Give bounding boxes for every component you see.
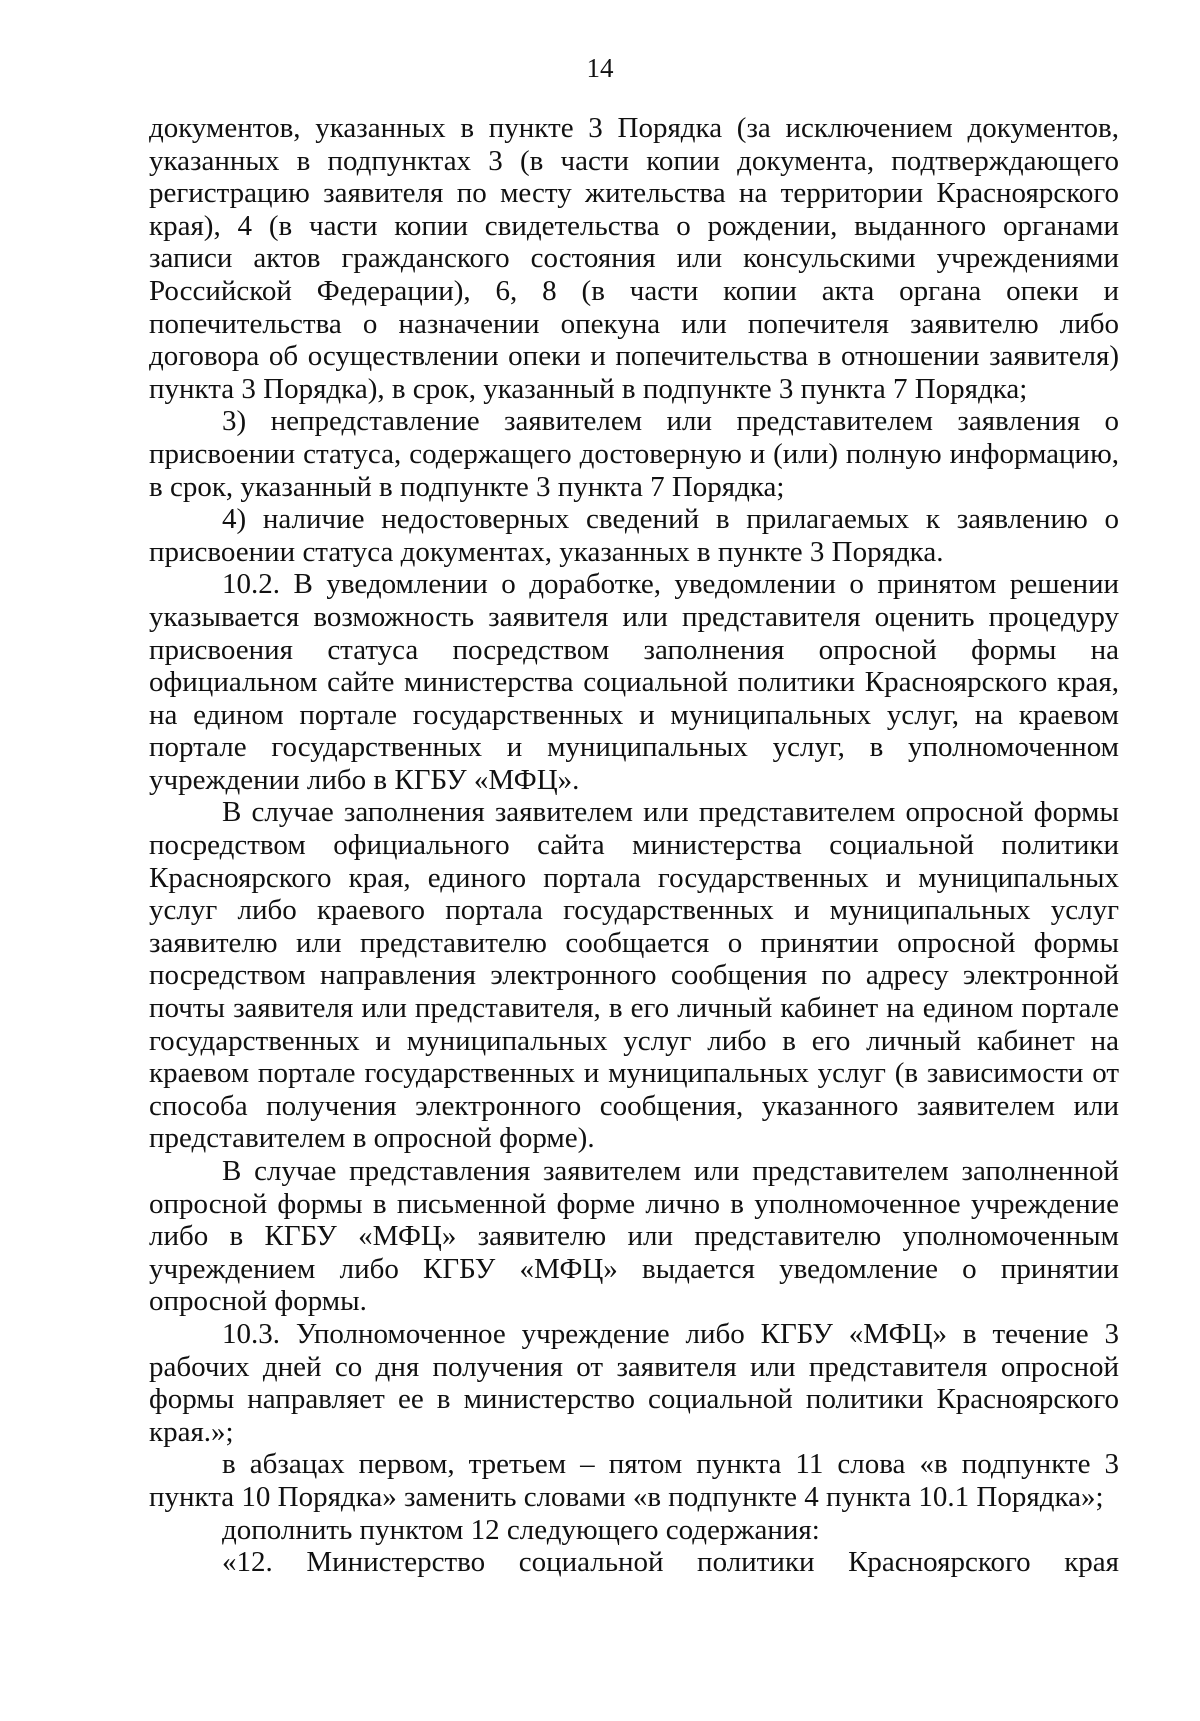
paragraph-item-11-amendment: в абзацах первом, третьем – пятом пункта 11 слова «в подпункте 3 пункта 10 Порядка» заменить словами «в подпункте 4 пункта 10.1 Порядка»; <box>149 1448 1119 1513</box>
paragraph-subitem-4: 4) наличие недостоверных сведений в прилагаемых к заявлению о присвоении статуса документах, указанных в пункте 3 Порядка. <box>149 503 1119 568</box>
paragraph-paper-form: В случае представления заявителем или представителем заполненной опросной формы в письменной форме лично в уполномоченное учреждение либо в КГБУ «МФЦ» заявителю или представителю уполномоченным учреждением либо КГБУ «МФЦ» выдается уведомление о принятии опросной формы. <box>149 1155 1119 1318</box>
paragraph-subitem-3: 3) непредставление заявителем или представителем заявления о присвоении статуса, содержащего достоверную и (или) полную информацию, в срок, указанный в подпункте 3 пункта 7 Порядка; <box>149 405 1119 503</box>
paragraph-add-item-12: дополнить пунктом 12 следующего содержания: <box>222 1513 820 1546</box>
paragraph-online-form: В случае заполнения заявителем или представителем опросной формы посредством официального сайта министерства социальной политики Красноярского края, единого портала государственных и муниципальных услуг либо краевого портала государственных и муниципальных услуг заявителю или представителю сообщается о принятии опросной формы посредством направления электронного сообщения по адресу электронной почты заявителя или представителя, в его личный кабинет на едином портале государственных и муниципальных услуг либо в его личный кабинет на краевом портале государственных и муниципальных услуг (в зависимости от способа получения электронного сообщения, указанного заявителем или представителем в опросной форме). <box>149 796 1119 1155</box>
paragraph-10-2: 10.2. В уведомлении о доработке, уведомлении о принятом решении указывается возможность заявителя или представителя оценить процедуру присвоения статуса посредством заполнения опросной формы на официальном сайте министерства социальной политики Красноярского края, на едином портале государственных и муниципальных услуг, на краевом портале государственных и муниципальных услуг, в уполномоченном учреждении либо в КГБУ «МФЦ». <box>149 568 1119 796</box>
document-body <box>149 112 1119 1579</box>
paragraph-10-3: 10.3. Уполномоченное учреждение либо КГБУ «МФЦ» в течение 3 рабочих дней со дня получения от заявителя или представителя опросной формы направляет ее в министерство социальной политики Красноярского края.»; <box>149 1317 1119 1448</box>
paragraph-item-12-start: «12. Министерство социальной политики Красноярского края <box>222 1546 1119 1579</box>
page-number: 14 <box>586 53 614 83</box>
paragraph-continuation: документов, указанных в пункте 3 Порядка (за исключением документов, указанных в подпунктах 3 (в части копии документа, подтверждающего регистрацию заявителя по месту жительства на территории Красноярского края), 4 (в части копии свидетельства о рождении, выданного органами записи актов гражданского состояния или консульскими учреждениями Российской Федерации), 6, 8 (в части копии акта органа опеки и попечительства о назначении опекуна или попечителя заявителю либо договора об осуществлении опеки и попечительства в отношении заявителя) пункта 3 Порядка), в срок, указанный в подпункте 3 пункта 7 Порядка; <box>149 112 1119 405</box>
